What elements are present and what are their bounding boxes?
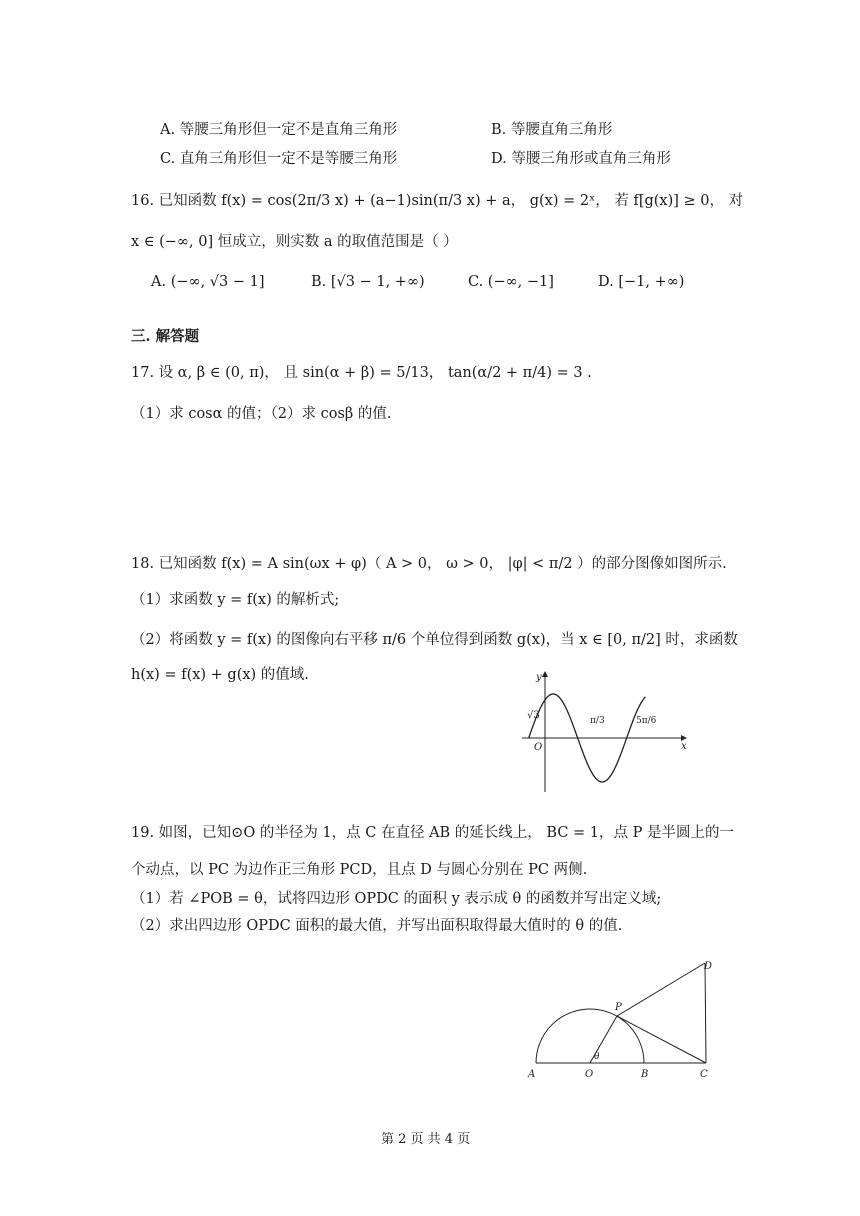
question-19-line-2: 个动点，以 PC 为边作正三角形 PCD，且点 D 与圆心分别在 PC 两侧.	[131, 862, 588, 878]
option-c-16: C. (−∞, −1]	[468, 274, 554, 290]
label-b: B	[641, 1069, 649, 1080]
section-3-title: 三. 解答题	[131, 328, 200, 345]
question-18-line-2: （1）求函数 y = f(x) 的解析式;	[131, 592, 340, 608]
question-19-line-1: 19. 如图，已知⊙O 的半径为 1，点 C 在直径 AB 的延长线上， BC = 1，点 P 是半圆上的一	[131, 825, 735, 841]
x-tick-2-label: 5π/6	[636, 716, 657, 726]
origin-label: O	[534, 742, 543, 753]
question-19-line-3: （1）若 ∠POB = θ，试将四边形 OPDC 的面积 y 表示成 θ 的函数并写出定义域;	[131, 891, 662, 907]
label-theta: θ	[594, 1052, 600, 1062]
question-18-line-1: 18. 已知函数 f(x) = A sin(ωx + φ)（ A > 0， ω > 0， |φ| < π/2 ）的部分图像如图所示.	[131, 556, 727, 572]
segment-pd	[617, 963, 705, 1016]
option-d-16: D. [−1, +∞)	[598, 274, 685, 290]
sine-graph	[518, 668, 698, 798]
question-19-line-4: （2）求出四边形 OPDC 面积的最大值，并写出面积取得最大值时的 θ 的值.	[131, 918, 623, 934]
y-axis-label: y	[536, 672, 542, 683]
question-16-line-1: 16. 已知函数 f(x) = cos(2π/3 x) + (a−1)sin(π/3 x) + a， g(x) = 2ˣ， 若 f[g(x)] ≥ 0， 对	[131, 193, 744, 209]
option-a-16: A. (−∞, √3 − 1]	[151, 274, 265, 290]
semicircle	[536, 1009, 644, 1063]
option-a-15: A. 等腰三角形但一定不是直角三角形	[160, 122, 398, 138]
y-tick-label: √3	[527, 710, 540, 721]
x-axis-label: x	[681, 741, 687, 752]
label-o: O	[585, 1069, 594, 1080]
segment-dc	[705, 963, 706, 1063]
page-footer: 第 2 页 共 4 页	[381, 1132, 471, 1147]
label-d: D	[704, 961, 713, 972]
question-18-line-4: h(x) = f(x) + g(x) 的值域.	[131, 667, 309, 683]
label-a: A	[528, 1069, 536, 1080]
segment-pc	[617, 1016, 706, 1063]
option-c-15: C. 直角三角形但一定不是等腰三角形	[160, 151, 398, 167]
option-b-16: B. [√3 − 1, +∞)	[311, 274, 425, 290]
label-c: C	[700, 1069, 708, 1080]
option-d-15: D. 等腰三角形或直角三角形	[491, 151, 671, 167]
question-18-line-3: （2）将函数 y = f(x) 的图像向右平移 π/6 个单位得到函数 g(x)，当 x ∈ [0, π/2] 时，求函数	[131, 632, 738, 648]
x-tick-1-label: π/3	[590, 716, 605, 726]
question-17-line-1: 17. 设 α, β ∈ (0, π)， 且 sin(α + β) = 5/13， tan(α/2 + π/4) = 3 .	[131, 365, 592, 381]
label-p: P	[615, 1002, 622, 1013]
option-b-15: B. 等腰直角三角形	[491, 122, 613, 138]
semicircle-figure	[522, 955, 722, 1085]
question-17-line-2: （1）求 cosα 的值；（2）求 cosβ 的值.	[131, 406, 392, 422]
question-16-line-2: x ∈ (−∞, 0] 恒成立，则实数 a 的取值范围是（ ）	[131, 234, 458, 250]
